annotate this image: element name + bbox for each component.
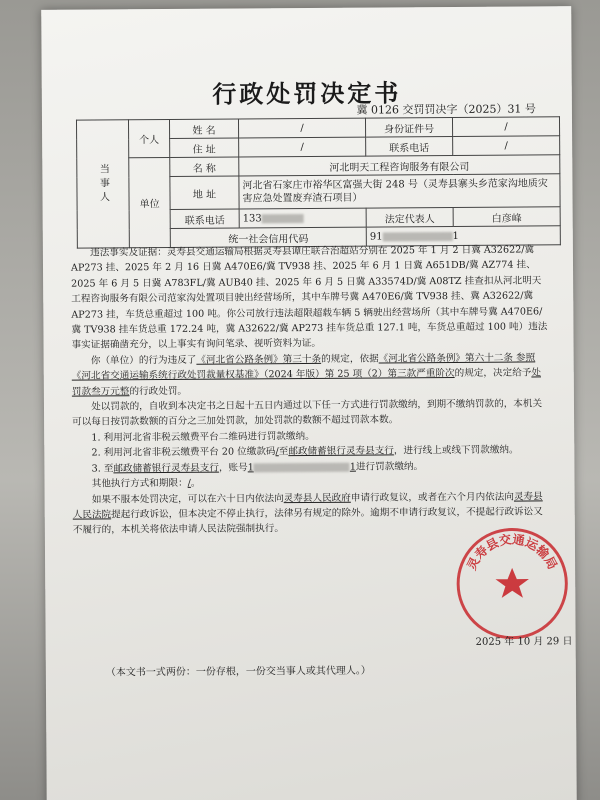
decision-text: 你（单位）的行为违反了 [90, 354, 197, 367]
document-footer: （本文书一式两份：一份存根，一份交当事人或其代理人。） [105, 665, 371, 679]
violated-law: 《河北省公路条例》第三十条 [196, 353, 322, 366]
payment-code: / [275, 446, 279, 458]
account-number: 1 [247, 462, 254, 474]
appeal-text: 申请行政复议，或者在六个月内依法向 [350, 491, 514, 504]
official-seal [453, 524, 572, 643]
decision-text: 的行政处罚。 [129, 385, 188, 397]
credit-code-tail: 1 [452, 230, 459, 242]
id-value: / [452, 117, 559, 137]
basis-law: 《河北省公路条例》第六十二条 参照《河北省交通运输系统行政处罚裁量权基准》（2024 年版）第 25 项（2）第三款严重阶次 [71, 352, 536, 382]
other-text: 其他执行方式和期限： [91, 477, 188, 490]
document-number: 冀 0126 交罚罚决字（2025）31 号 [356, 102, 536, 117]
party-section-label: 当事人 [76, 120, 129, 248]
name-label: 姓 名 [169, 119, 238, 138]
party-info-table [76, 116, 561, 248]
other-text: 。 [190, 477, 201, 489]
unit-name-value: 河北明天工程咨询服务有限公司 [239, 155, 560, 176]
credit-code-value: 91 [369, 230, 383, 243]
method-text: ，进行线上或线下罚款缴纳。 [393, 444, 519, 457]
address-label: 住 址 [170, 138, 239, 157]
document-page [41, 6, 577, 800]
redacted-mark [254, 462, 350, 472]
decision-date: 2025 年 10 月 29 日 [475, 636, 573, 648]
credit-code-label: 统一社会信用代码 [170, 227, 366, 247]
redacted-mark [262, 214, 304, 223]
payment-method-1: 1. 利用河北省非税云缴费平台二维码进行罚款缴纳。 [91, 430, 315, 444]
review-authority: 灵寿县人民政府 [283, 492, 351, 504]
unit-phone-cell [239, 208, 366, 228]
unit-phone-value: 133 [242, 212, 262, 224]
method-text: 至 [278, 446, 289, 458]
account-number-tail: 1 [349, 461, 356, 473]
violation-facts: 违法事实及证据：灵寿县交通运输局根据灵寿县谭庄联合治超站分别在 2025 年 1 月 2 日冀 A32622/冀 AP273 挂、2025 年 2 月 16 日冀 A470E6/冀 TV938 挂、2025 年 6 月 1 日冀 A651DB/冀 AZ774 挂、2025 年 6 月 5 日冀 A783FL/冀 AUB40 挂、2025 年 6 月 5 日冀 A33574D/冀 A08TZ 挂查扣从河北明天工程咨询服务有限公司范家沟处置项目驶出经营场所，其中车牌号冀 A470E6/冀 TV938 挂、冀 A32622/冀 AP273 挂，车货总重超过 100 吨。你公司放行违法超限超载车辆 5 辆驶出经营场所（其中车牌号冀 A470E6/冀 TV938 挂车货总重 172.24 吨，冀 A32622/冀 AP273 挂车货总重 127.1 吨，车货总重超过 100 吨）违法事实证据确凿充分，以上事实有询问笔录、视听资料为证。 [70, 244, 548, 352]
seal-star-icon [495, 568, 529, 598]
document-body [71, 242, 549, 538]
unit-name-label: 名 称 [170, 157, 239, 176]
unit-address-label: 地 址 [170, 176, 239, 209]
method-text: ，账号 [218, 462, 248, 474]
method-text: 2. 利用河北省非税云缴费平台 20 位缴款码 [91, 446, 276, 459]
unit-address-value: 河北省石家庄市裕华区富强大街 248 号（灵寿县寨头乡范家沟地质灾害应急处置废弃渣石项目） [239, 174, 560, 209]
decision-text: 的规定，决定给予 [454, 367, 532, 380]
phone-label: 联系电话 [366, 136, 453, 156]
document-title: 行政处罚决定书 [212, 78, 402, 109]
decision-text: 的规定，依据 [321, 353, 379, 365]
penalty-amount: 处罚款叁万元整 [71, 367, 542, 398]
unit-phone-label: 联系电话 [170, 209, 239, 228]
id-label: 身份证件号 [365, 117, 452, 137]
bank-name: 邮政储蓄银行灵寿县支行 [113, 462, 219, 475]
bank-name: 邮政储蓄银行灵寿县支行 [288, 445, 394, 458]
appeal-text: 提起行政诉讼，但本决定不停止执行，法律另有规定的除外。逾期不申请行政复议，不提起行政诉讼又不履行的，本机关将依法申请人民法院强制执行。 [72, 506, 543, 536]
method-text: 3. 至 [91, 463, 114, 475]
appeal-text: 如果不服本处罚决定，可以在六十日内依法向 [91, 492, 284, 506]
address-value: / [239, 137, 366, 157]
legal-rep-value: 白彦峰 [453, 207, 560, 227]
legal-rep-label: 法定代表人 [366, 207, 453, 227]
other-value: / [187, 477, 191, 489]
unit-label: 单位 [129, 157, 171, 247]
phone-value: / [453, 136, 560, 156]
individual-label: 个人 [128, 119, 169, 157]
decision-paragraph [72, 350, 548, 400]
court-name: 灵寿县人民法院 [72, 490, 543, 521]
seal-text: 灵寿县交通运输局 [464, 532, 560, 573]
method-text: 进行罚款缴纳。 [355, 460, 424, 473]
name-value: / [238, 118, 365, 138]
payment-terms: 处以罚款的，自收到本决定书之日起十五日内通过以下任一方式进行罚款缴纳，到期不缴纳罚款的，本机关可以每日按罚款数额的百分之三加处罚款，加处罚款的数额不超过罚款本数。 [72, 398, 543, 429]
redacted-mark [383, 231, 453, 240]
